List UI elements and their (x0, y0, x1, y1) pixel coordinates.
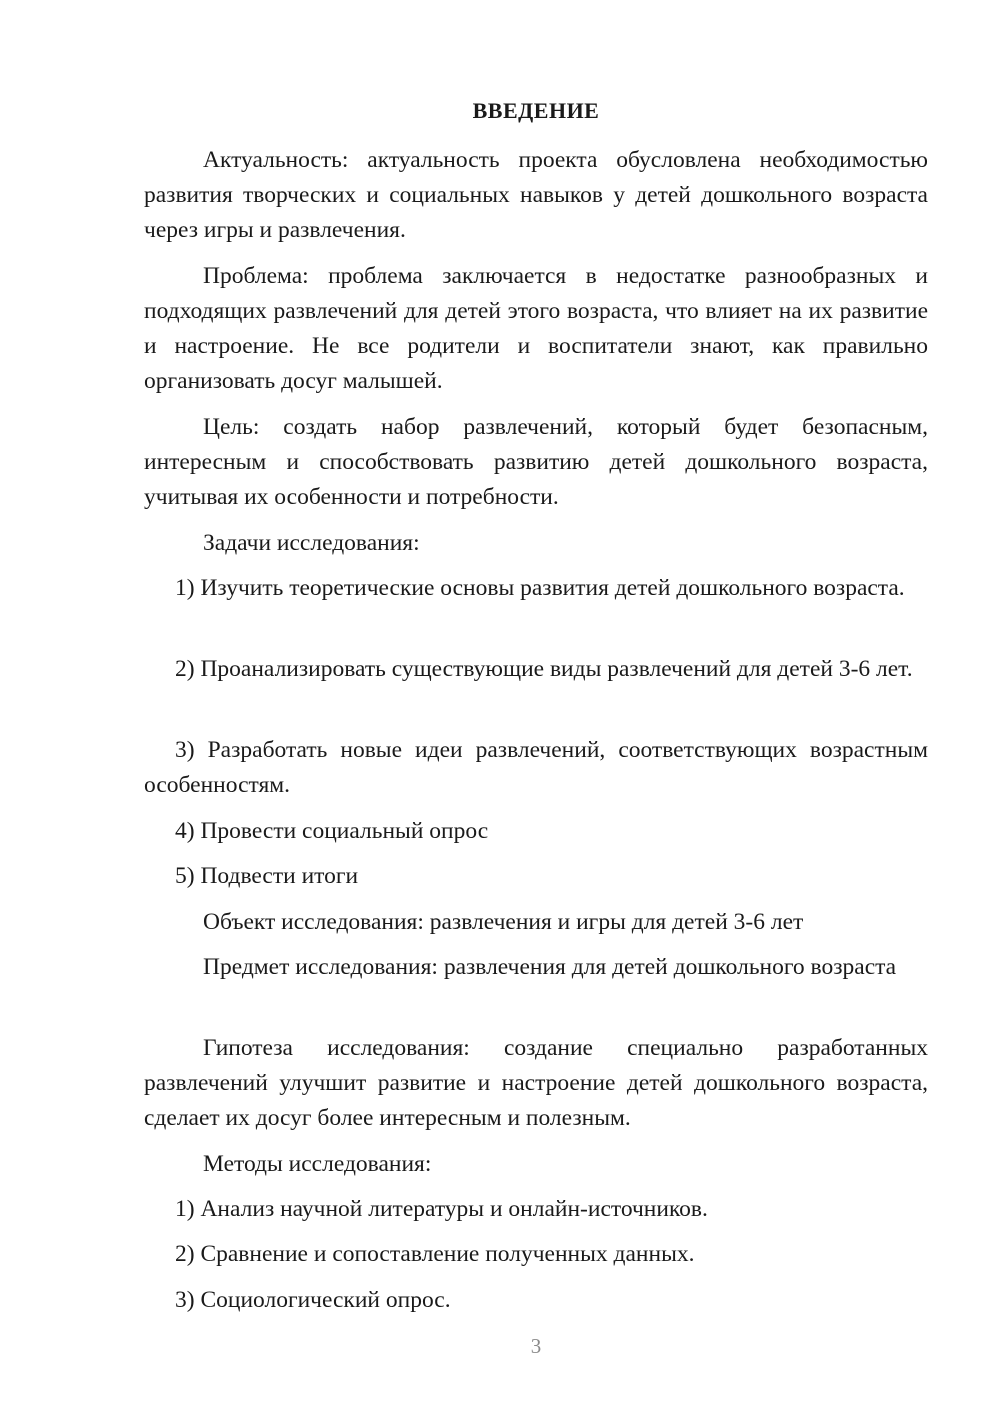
paragraph-relevance: Актуальность: актуальность проекта обусловлена необходимостью развития творческих и социальных навыков у детей дошкольного возраста через игры и развлечения. (144, 147, 928, 243)
task-item-3: 3) Разработать новые идеи развлечений, соответствующих возрастным особенностям. (144, 737, 928, 798)
method-item-1: 1) Анализ научной литературы и онлайн-источников. (175, 1196, 708, 1222)
method-item-3: 3) Социологический опрос. (175, 1287, 451, 1313)
paragraph-subject: Предмет исследования: развлечения для детей дошкольного возраста (203, 954, 897, 980)
task-item-2: 2) Проанализировать существующие виды развлечений для детей 3-6 лет. (175, 656, 913, 682)
methods-heading: Методы исследования: (203, 1151, 432, 1177)
paragraph-problem: Проблема: проблема заключается в недостатке разнообразных и подходящих развлечений для детей этого возраста, что влияет на их развитие и настроение. Не все родители и воспитатели знают, как правильно организовать досуг малышей. (144, 263, 928, 394)
method-item-2: 2) Сравнение и сопоставление полученных данных. (175, 1241, 695, 1267)
page-number: 3 (530, 1334, 542, 1358)
task-item-4: 4) Провести социальный опрос (175, 818, 489, 844)
task-item-1: 1) Изучить теоретические основы развития детей дошкольного возраста. (175, 575, 905, 601)
page-title: ВВЕДЕНИЕ (472, 98, 600, 123)
tasks-heading: Задачи исследования: (203, 530, 420, 556)
paragraph-object: Объект исследования: развлечения и игры для детей 3-6 лет (203, 909, 804, 935)
paragraph-goal: Цель: создать набор развлечений, который будет безопасным, интересным и способствовать развитию детей дошкольного возраста, учитывая их особенности и потребности. (144, 414, 928, 510)
paragraph-hypothesis: Гипотеза исследования: создание специально разработанных развлечений улучшит развитие и настроение детей дошкольного возраста, сделает их досуг более интересным и полезным. (144, 1035, 928, 1131)
task-item-5: 5) Подвести итоги (175, 863, 359, 889)
